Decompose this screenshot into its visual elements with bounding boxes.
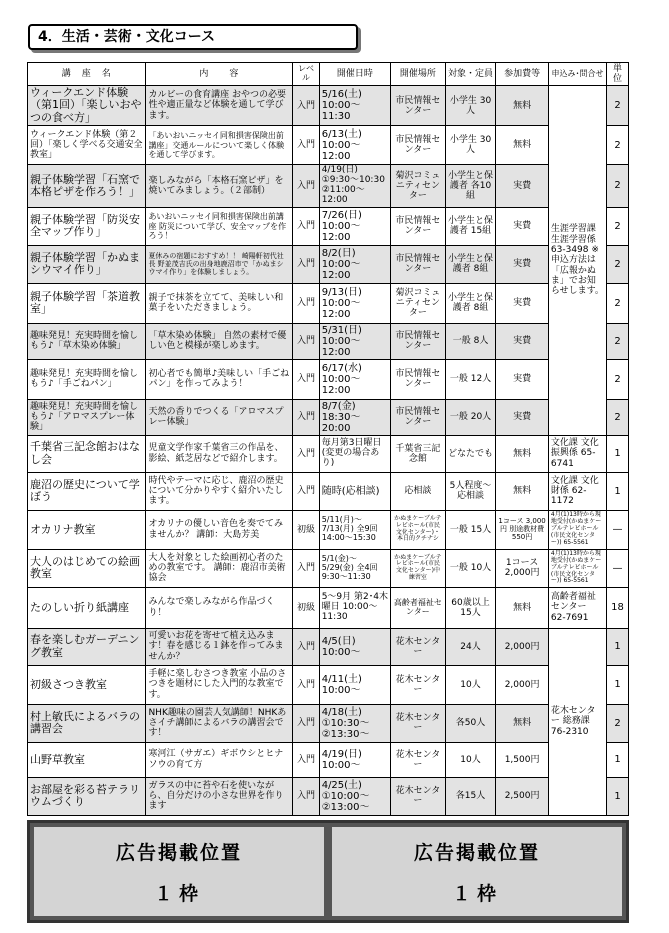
header-course-name: 講 座 名 xyxy=(28,63,146,86)
course-place: 花木センター xyxy=(390,665,445,704)
course-target: 小学生と保護者 8組 xyxy=(445,283,495,323)
ad-slot-title: 広告掲載位置 xyxy=(115,841,242,864)
course-fee: 実費 xyxy=(496,245,549,283)
course-target: 各50人 xyxy=(445,704,495,742)
course-unit: 2 xyxy=(607,704,629,742)
course-level: 入門 xyxy=(293,359,319,399)
course-place: 市民情報センター xyxy=(390,359,445,399)
course-level: 入門 xyxy=(293,549,319,587)
course-place: 菊沢コミュニティセンター xyxy=(390,165,445,208)
course-date: 6/13(土) 10:00〜12:00 xyxy=(319,126,390,165)
table-row xyxy=(28,587,629,628)
course-level: 初級 xyxy=(293,510,319,549)
course-target: 10人 xyxy=(445,742,495,777)
course-fee: 無料 xyxy=(496,704,549,742)
course-date: 4/19(日) ①9:30〜10:30 ②11:00〜12:00 xyxy=(319,165,390,208)
course-unit: 2 xyxy=(607,165,629,208)
course-fee: 2,000円 xyxy=(496,628,549,665)
header-content: 内 容 xyxy=(146,63,293,86)
course-fee: 1コース 3,000円 別途教材費550円 xyxy=(496,510,549,549)
ad-slot-title: 広告掲載位置 xyxy=(413,841,540,864)
course-target: 小学生と保護者 各10組 xyxy=(445,165,495,208)
section-title: 4．生活・芸術・文化コース xyxy=(28,24,358,50)
course-name: 村上敏氏によるバラの講習会 xyxy=(28,704,146,742)
course-place: 市民情報センター xyxy=(390,399,445,435)
table-row xyxy=(28,777,629,815)
course-content: 天然の香りでつくる「アロマスプレー体験」 xyxy=(146,399,293,435)
course-name: 大人のはじめての絵画教室 xyxy=(28,549,146,587)
course-date: 8/7(金) 18:30〜20:00 xyxy=(319,399,390,435)
course-date: 8/2(日) 10:00〜12:00 xyxy=(319,245,390,283)
course-name: 親子体験学習「防災安全マップ作り」 xyxy=(28,207,146,245)
header-target: 対象・定員 xyxy=(445,63,495,86)
course-content: オカリナの優しい音色を奏でてみませんか？ 講師：大島芳美 xyxy=(146,510,293,549)
course-target: 一般 8人 xyxy=(445,323,495,359)
ad-slot xyxy=(34,827,324,916)
course-place: かぬまケーブルテレビホール(市民文化センター)中練習室 xyxy=(390,549,445,587)
course-content: カルビーの食育講座 おやつの必要性や適正量など体験を通して学びます。 xyxy=(146,86,293,126)
course-date: 6/17(水) 10:00〜12:00 xyxy=(319,359,390,399)
course-date: 4/19(日) 10:00〜 xyxy=(319,742,390,777)
table-row xyxy=(28,323,629,359)
course-level: 入門 xyxy=(293,86,319,126)
header-level: レベル xyxy=(293,63,319,86)
course-fee: 無料 xyxy=(496,472,549,510)
course-place: 花木センター xyxy=(390,777,445,815)
course-level: 入門 xyxy=(293,628,319,665)
course-content: 親子で抹茶を立てて、美味しい和菓子をいただきましょう。 xyxy=(146,283,293,323)
course-content: あいおいニッセイ同和損害保険出前講座 防災について学び、安全マップを作ろう！ xyxy=(146,207,293,245)
course-name: ウィークエンド体験（第２回）「楽しく学べる交通安全教室」 xyxy=(28,126,146,165)
course-unit: 2 xyxy=(607,359,629,399)
course-place: 市民情報センター xyxy=(390,207,445,245)
course-level: 入門 xyxy=(293,283,319,323)
course-target: 一般 12人 xyxy=(445,359,495,399)
course-place: 市民情報センター xyxy=(390,245,445,283)
contact-lifelong-learning: 生涯学習課 生涯学習係 63-3498 ※申込方法は「広報かぬま」でお知らせします。 xyxy=(548,86,606,436)
course-level: 入門 xyxy=(293,472,319,510)
table-row xyxy=(28,126,629,165)
course-unit: — xyxy=(607,510,629,549)
course-unit: 1 xyxy=(607,742,629,777)
table-row xyxy=(28,628,629,665)
course-content: 楽しみながら「本格石窯ピザ」を焼いてみましょう。（２部制） xyxy=(146,165,293,208)
course-target: 10人 xyxy=(445,665,495,704)
table-row xyxy=(28,549,629,587)
contact-cultural-promotion: 文化課 文化振興係 65-6741 xyxy=(548,435,606,472)
contact-painting: 4月(1)13時から現地受付(かぬまケーブルテレビホール(市民文化センター)) 65-5561 xyxy=(548,549,606,587)
table-row xyxy=(28,207,629,245)
course-date: 5〜9月 第2･4木曜日 10:00〜11:30 xyxy=(319,587,390,628)
contact-ocarina: 4月(1)13時から現地受付(かぬまケーブルテレビホール(市民文化センター)) 65-5561 xyxy=(548,510,606,549)
course-fee: 1,500円 xyxy=(496,742,549,777)
course-name: 親子体験学習「茶道教室」 xyxy=(28,283,146,323)
course-fee: 実費 xyxy=(496,399,549,435)
course-fee: 実費 xyxy=(496,165,549,208)
course-fee: 1コース 2,000円 xyxy=(496,549,549,587)
course-unit: — xyxy=(607,549,629,587)
course-fee: 実費 xyxy=(496,359,549,399)
course-fee: 無料 xyxy=(496,587,549,628)
course-unit: 2 xyxy=(607,86,629,126)
course-name: 趣味発見！充実時間を愉しもう♪「アロマスプレー体験」 xyxy=(28,399,146,435)
course-place: 市民情報センター xyxy=(390,126,445,165)
table-row xyxy=(28,742,629,777)
course-level: 入門 xyxy=(293,245,319,283)
course-unit: 2 xyxy=(607,245,629,283)
course-level: 入門 xyxy=(293,165,319,208)
course-level: 入門 xyxy=(293,665,319,704)
course-level: 入門 xyxy=(293,742,319,777)
course-place: 高齢者福祉センター xyxy=(390,587,445,628)
course-fee: 無料 xyxy=(496,86,549,126)
course-date: 随時(応相談) xyxy=(319,472,390,510)
course-target: 小学生 30人 xyxy=(445,86,495,126)
course-place: 菊沢コミュニティセンター xyxy=(390,283,445,323)
course-fee: 無料 xyxy=(496,126,549,165)
table-row xyxy=(28,165,629,208)
course-level: 初級 xyxy=(293,587,319,628)
course-fee: 無料 xyxy=(496,435,549,472)
course-place: 市民情報センター xyxy=(390,86,445,126)
course-date: 5/11(月)〜7/13(月) 全9回 14:00〜15:30 xyxy=(319,510,390,549)
table-row xyxy=(28,510,629,549)
header-contact: 申込み･問合せ xyxy=(548,63,606,86)
ad-slot xyxy=(332,827,622,916)
course-date: 5/16(土) 10:00〜11:30 xyxy=(319,86,390,126)
course-unit: 18 xyxy=(607,587,629,628)
course-target: 小学生と保護者 15組 xyxy=(445,207,495,245)
course-content: 手軽に楽しむさつき教室 小品のさつきを題材にした入門的な教室です。 xyxy=(146,665,293,704)
course-date: 5/1(金)〜5/29(金) 全4回 9:30〜11:30 xyxy=(319,549,390,587)
course-fee: 実費 xyxy=(496,323,549,359)
table-row xyxy=(28,86,629,126)
course-name: 趣味発見！充実時間を愉しもう♪「手ごねパン」 xyxy=(28,359,146,399)
course-date: 4/25(土) ①10:00〜 ②13:00〜 xyxy=(319,777,390,815)
course-name: 初級さつき教室 xyxy=(28,665,146,704)
course-date: 4/11(土) 10:00〜 xyxy=(319,665,390,704)
course-target: 小学生と保護者 8組 xyxy=(445,245,495,283)
course-unit: 2 xyxy=(607,126,629,165)
course-content: 「草木染め体験」 自然の素材で優しい色と模様が楽しめます。 xyxy=(146,323,293,359)
course-unit: 2 xyxy=(607,207,629,245)
course-date: 9/13(日) 10:00〜12:00 xyxy=(319,283,390,323)
course-content: 「あいおいニッセイ同和損害保険出前講座」交通ルールについて楽しく体験を通して学びます。 xyxy=(146,126,293,165)
header-unit: 単位 xyxy=(607,63,629,86)
course-content: 児童文学作家千葉省三の作品を、影絵、紙芝居などで紹介します。 xyxy=(146,435,293,472)
course-level: 入門 xyxy=(293,777,319,815)
course-name: 鹿沼の歴史について学ぼう xyxy=(28,472,146,510)
course-unit: 1 xyxy=(607,435,629,472)
course-name: オカリナ教室 xyxy=(28,510,146,549)
course-content: ガラスの中に苔や石を使いながら、自分だけの小さな世界を作ります xyxy=(146,777,293,815)
header-fee: 参加費等 xyxy=(496,63,549,86)
course-content: NHK趣味の園芸人気講師！NHKあさイチ講師によるバラの講習会です！ xyxy=(146,704,293,742)
course-place: 花木センター xyxy=(390,628,445,665)
course-target: 一般 10人 xyxy=(445,549,495,587)
course-unit: 1 xyxy=(607,777,629,815)
course-date: 4/5(日) 10:00〜 xyxy=(319,628,390,665)
ad-slot-count: １枠 xyxy=(153,882,204,905)
course-name: たのしい折り紙講座 xyxy=(28,587,146,628)
course-name: お部屋を彩る苔テラリウムづくり xyxy=(28,777,146,815)
course-unit: 2 xyxy=(607,323,629,359)
table-row xyxy=(28,283,629,323)
course-target: 24人 xyxy=(445,628,495,665)
course-content: 大人を対象とした絵画初心者のための教室です。 講師：鹿沼市美術協会 xyxy=(146,549,293,587)
course-content: 可愛いお花を寄せて植え込みます！春を感じる１鉢を作ってみませんか？ xyxy=(146,628,293,665)
table-row xyxy=(28,665,629,704)
course-fee: 2,500円 xyxy=(496,777,549,815)
course-name: 親子体験学習「石窯で本格ピザを作ろう！」 xyxy=(28,165,146,208)
course-fee: 実費 xyxy=(496,283,549,323)
course-date: 毎月第3日曜日 (変更の場合あり) xyxy=(319,435,390,472)
course-target: 一般 20人 xyxy=(445,399,495,435)
course-target: どなたでも xyxy=(445,435,495,472)
course-level: 入門 xyxy=(293,704,319,742)
contact-cultural-assets: 文化課 文化財係 62-1172 xyxy=(548,472,606,510)
course-target: 一般 15人 xyxy=(445,510,495,549)
course-unit: 2 xyxy=(607,399,629,435)
course-level: 入門 xyxy=(293,399,319,435)
course-date: 5/31(日) 10:00〜12:00 xyxy=(319,323,390,359)
course-place: 応相談 xyxy=(390,472,445,510)
table-row xyxy=(28,704,629,742)
course-level: 入門 xyxy=(293,323,319,359)
table-row xyxy=(28,359,629,399)
course-target: 小学生 30人 xyxy=(445,126,495,165)
course-fee: 2,000円 xyxy=(496,665,549,704)
header-date: 開催日時 xyxy=(319,63,390,86)
course-name: ウィークエンド体験（第1回）「楽しいおやつの食べ方」 xyxy=(28,86,146,126)
course-place: 花木センター xyxy=(390,742,445,777)
course-name: 親子体験学習「かぬまシウマイ作り」 xyxy=(28,245,146,283)
contact-elderly-welfare: 高齢者福祉センター 62-7691 xyxy=(548,587,606,628)
course-place: かぬまケーブルテレビホール(市民文化センター)・本日的クチナシ xyxy=(390,510,445,549)
course-unit: 2 xyxy=(607,283,629,323)
course-unit: 1 xyxy=(607,628,629,665)
header-place: 開催場所 xyxy=(390,63,445,86)
course-fee: 実費 xyxy=(496,207,549,245)
course-level: 入門 xyxy=(293,207,319,245)
course-target: 60歳以上 15人 xyxy=(445,587,495,628)
course-content: 時代やテーマに応じ、鹿沼の歴史について分かりやすく紹介いたします。 xyxy=(146,472,293,510)
course-place: 市民情報センター xyxy=(390,323,445,359)
course-place: 千葉省三記念館 xyxy=(390,435,445,472)
course-date: 4/18(土) ①10:30〜 ②13:30〜 xyxy=(319,704,390,742)
course-place: 花木センター xyxy=(390,704,445,742)
course-content: 寒河江（サガエ）ギボウシとヒナソウの育て方 xyxy=(146,742,293,777)
table-row xyxy=(28,472,629,510)
course-content: 夏休みの宿題におすすめ！！ 崎陽軒初代社長 野並茂吉氏の出身地鹿沼市で「かぬまシウマイ作り」を体験しましょう。 xyxy=(146,245,293,283)
course-name: 山野草教室 xyxy=(28,742,146,777)
course-level: 入門 xyxy=(293,435,319,472)
table-row xyxy=(28,399,629,435)
course-target: 各15人 xyxy=(445,777,495,815)
course-level: 入門 xyxy=(293,126,319,165)
course-content: 初心者でも簡単♪美味しい「手ごねパン」を作ってみよう！ xyxy=(146,359,293,399)
course-content: みんなで楽しみながら作品づくり！ xyxy=(146,587,293,628)
course-name: 趣味発見！充実時間を愉しもう♪「草木染め体験」 xyxy=(28,323,146,359)
course-unit: 1 xyxy=(607,665,629,704)
ad-slot-count: １枠 xyxy=(451,882,502,905)
course-name: 千葉省三記念館おはなし会 xyxy=(28,435,146,472)
course-table xyxy=(27,62,629,816)
table-row xyxy=(28,435,629,472)
ad-section xyxy=(27,820,629,923)
course-target: 5人程度〜応相談 xyxy=(445,472,495,510)
course-name: 春を楽しむガーデニング教室 xyxy=(28,628,146,665)
course-date: 7/26(日) 10:00〜12:00 xyxy=(319,207,390,245)
table-row xyxy=(28,245,629,283)
contact-flower-center: 花木センター 総務課 76-2310 xyxy=(548,628,606,815)
course-unit: 1 xyxy=(607,472,629,510)
